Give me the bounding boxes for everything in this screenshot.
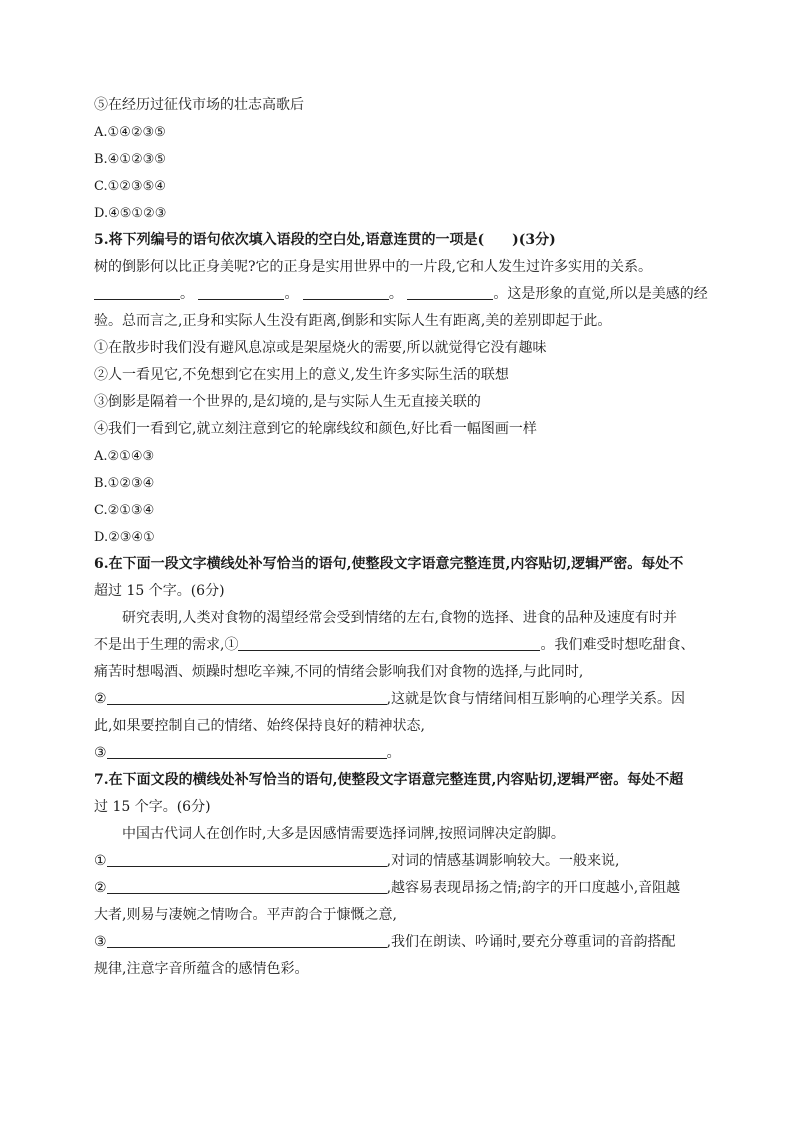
q7-text-2a: ① — [94, 853, 107, 869]
question-6-stem-2: 超过 15 个字。(6分) — [94, 583, 225, 599]
prev-option-a: A.①④②③⑤ — [94, 125, 166, 140]
prev-option-c: C.①②③⑤④ — [94, 179, 166, 194]
item-5-previous: ⑤在经历过征伐市场的壮志高歌后 — [94, 97, 304, 113]
q5-option-d: D.②③④① — [94, 530, 155, 545]
question-7-stem-1 — [94, 767, 700, 794]
q7-paragraph-3 — [94, 875, 700, 902]
q5-blank-2[interactable] — [198, 285, 284, 300]
q7-text-3a: ② — [94, 880, 107, 896]
q5-blank-4[interactable] — [407, 285, 493, 300]
q6-paragraph-5: 此,如果要控制自己的情绪、始终保持良好的精神状态, — [94, 718, 425, 734]
q5-option-b: B.①②③④ — [94, 476, 155, 491]
q6-paragraph-4 — [94, 686, 700, 713]
q6-paragraph-6 — [94, 740, 700, 767]
q6-paragraph-2 — [94, 632, 700, 659]
question-6-text-1: 6.在下面一段文字横线处补写恰当的语句,使整段文字语意完整连贯,内容贴切,逻辑严密。每处不 — [94, 556, 684, 572]
q5-item-2: ②人一看见它,不免想到它在实用上的意义,发生许多实际生活的联想 — [94, 367, 509, 383]
q6-blank-3[interactable] — [107, 744, 387, 759]
q5-paragraph-2 — [94, 281, 708, 308]
q7-paragraph-6: 规律,注意字音所蕴含的感情色彩。 — [94, 961, 309, 977]
q7-blank-2[interactable] — [107, 879, 387, 894]
q7-text-2b: ,对词的情感基调影响较大。一般来说, — [386, 853, 620, 869]
q6-text-6a: ③ — [94, 745, 107, 761]
q6-text-4a: ② — [94, 691, 107, 707]
q6-blank-1[interactable] — [238, 636, 540, 651]
q5-item-1: ①在散步时我们没有避风息凉或是架屋烧火的需要,所以就觉得它没有趣味 — [94, 340, 547, 356]
q7-text-3b: ,越容易表现昂扬之情;韵字的开口度越小,音阻越 — [386, 880, 681, 896]
q5-option-a: A.②①④③ — [94, 449, 155, 464]
q5-paragraph-3: 验。总而言之,正身和实际人生没有距离,倒影和实际人生有距离,美的差别即起于此。 — [94, 313, 612, 329]
prev-option-d: D.④⑤①②③ — [94, 206, 167, 221]
question-5-stem — [94, 227, 700, 254]
q5-blank-1[interactable] — [94, 285, 180, 300]
q6-paragraph-1: 研究表明,人类对食物的渴望经常会受到情绪的左右,食物的选择、进食的品种及速度有时并 — [122, 610, 677, 626]
question-7-stem-2: 过 15 个字。(6分) — [94, 799, 211, 815]
question-7-text-1: 7.在下面文段的横线处补写恰当的语句,使整段文字语意完整连贯,内容贴切,逻辑严密。每处不超 — [94, 772, 684, 788]
q5-option-c: C.②①③④ — [94, 503, 155, 518]
q5-item-3: ③倒影是隔着一个世界的,是幻境的,是与实际人生无直接关联的 — [94, 394, 481, 410]
q7-paragraph-1: 中国古代词人在创作时,大多是因感情需要选择词牌,按照词牌决定韵脚。 — [122, 826, 565, 842]
exam-page — [94, 92, 708, 983]
q5-paragraph-1: 树的倒影何以比正身美呢?它的正身是实用世界中的一片段,它和人发生过许多实用的关系。 — [94, 259, 652, 275]
q6-text-4b: ,这就是饮食与情绪间相互影响的心理学关系。因 — [386, 691, 686, 707]
q5-sep-3: 。 — [388, 286, 403, 302]
q5-sep-1: 。 — [180, 286, 194, 302]
q6-blank-2[interactable] — [107, 690, 387, 705]
q6-text-6b: 。 — [386, 745, 401, 761]
q5-item-4: ④我们一看到它,就立刻注意到它的轮廓线纹和颜色,好比看一幅图画一样 — [94, 421, 537, 437]
question-6-stem-1 — [94, 551, 700, 578]
q7-paragraph-4: 大者,则易与凄婉之情吻合。平声韵合于慷慨之意, — [94, 907, 397, 923]
q5-blank-3[interactable] — [303, 285, 389, 300]
q6-paragraph-3: 痛苦时想喝酒、烦躁时想吃辛辣,不同的情绪会影响我们对食物的选择,与此同时, — [94, 664, 584, 680]
q7-blank-1[interactable] — [107, 852, 387, 867]
q7-paragraph-2 — [94, 848, 700, 875]
prev-option-b: B.④①②③⑤ — [94, 152, 166, 167]
q5-sep-2: 。 — [284, 286, 299, 302]
question-5-text: 5.将下列编号的语句依次填入语段的空白处,语意连贯的一项是( )(3分) — [94, 232, 556, 248]
q6-text-2b: 。我们难受时想吃甜食、 — [540, 637, 695, 653]
q6-text-2a: 不是出于生理的需求,① — [94, 637, 239, 653]
q7-text-5b: ,我们在朗读、吟诵时,要充分尊重词的音韵搭配 — [386, 934, 676, 950]
q7-text-5a: ③ — [94, 934, 107, 950]
q7-paragraph-5 — [94, 929, 700, 956]
q5-para-2-tail: 。这是形象的直觉,所以是美感的经 — [493, 286, 708, 302]
q7-blank-3[interactable] — [107, 933, 387, 948]
